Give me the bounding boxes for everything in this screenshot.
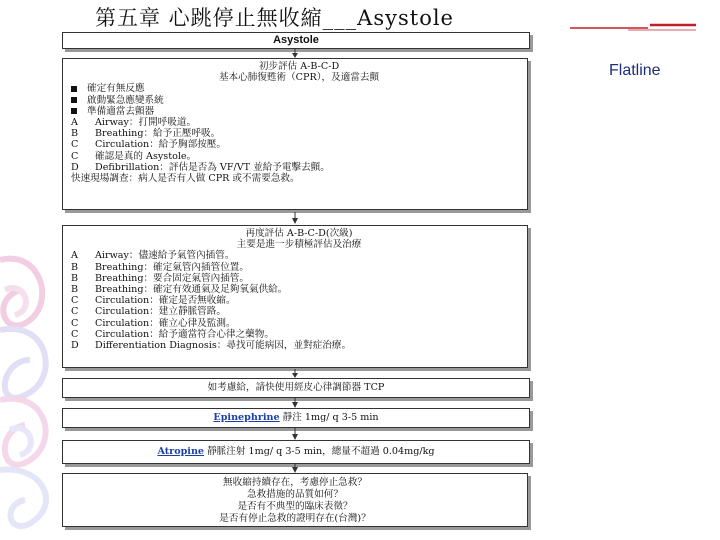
epinephrine-box <box>62 408 530 428</box>
bullet-icon <box>71 108 77 114</box>
primary-footer: 快速現場調查：病人是否有人做 CPR 或不需要急救。 <box>71 173 300 185</box>
primary-item: D Defibrillation：評估是否為 VF/VT 並給予電擊去顫。 <box>71 161 330 173</box>
termination-line: 無收縮持續存在，考慮停止急救？ <box>223 477 367 488</box>
tcp-text: 如考慮給，請快使用經皮心律調節器 TCP <box>207 382 385 393</box>
epinephrine-dose: 靜注 1mg/ q 3-5 min <box>279 412 379 423</box>
flow-arrow <box>291 463 299 473</box>
primary-item: B Breathing：給予正壓呼吸。 <box>71 128 221 140</box>
atropine-dose: 靜脈注射 1mg/ q 3-5 min，總量不超過 0.04mg/kg <box>204 446 435 457</box>
decorative-swirl-background <box>0 0 70 540</box>
secondary-item: B Breathing：確定有效通氣及足夠氧氣供給。 <box>71 284 288 296</box>
flow-arrow <box>291 427 299 440</box>
secondary-survey-box <box>62 225 528 368</box>
side-label: Flatline <box>609 62 661 79</box>
primary-heading: 初步評估 A-B-C-D <box>258 61 340 72</box>
secondary-heading: 再度評估 A-B-C-D(次級) <box>245 228 353 239</box>
flow-arrow <box>291 397 299 408</box>
termination-line: 是否有不典型的臨床表徵？ <box>237 501 353 512</box>
primary-item: C 確認是真的 Asystole。 <box>71 150 197 162</box>
flow-arrow <box>291 369 299 378</box>
bullet-icon <box>71 86 77 92</box>
secondary-item: B Breathing：確定氣管內插管位置。 <box>71 261 249 273</box>
termination-line: 是否有停止急救的證明存在(台灣)？ <box>219 513 371 524</box>
secondary-subheading: 主要是進一步積極評估及治療 <box>236 239 362 251</box>
secondary-item: B Breathing：要合固定氣管內插管。 <box>71 272 249 284</box>
epinephrine-link[interactable]: Epinephrine <box>213 412 280 423</box>
asystole-box <box>62 32 530 49</box>
tcp-box <box>62 378 530 398</box>
asystole-label: Asystole <box>273 34 319 46</box>
termination-box <box>62 473 528 527</box>
secondary-item: C Circulation：建立靜脈管路。 <box>71 306 226 318</box>
flow-arrow <box>291 48 299 58</box>
logo <box>568 20 698 32</box>
primary-item: A Airway：打開呼吸道。 <box>71 117 197 129</box>
primary-bullet: 準備適當去顫器 <box>71 106 527 117</box>
primary-subheading: 基本心肺復甦術（CPR），及適當去顫 <box>218 72 380 84</box>
page-title: 第五章 心跳停止無收縮___Asystole <box>95 6 454 30</box>
termination-line: 急救措施的品質如何？ <box>247 489 343 500</box>
atropine-link[interactable]: Atropine <box>157 446 205 457</box>
flow-arrow <box>291 212 299 224</box>
primary-survey-box <box>62 58 528 210</box>
secondary-item: C Circulation：給予適當符合心律之藥物。 <box>71 328 274 340</box>
secondary-item: C Circulation：確立心律及監測。 <box>71 317 236 329</box>
primary-bullet: 啟動緊急應變系統 <box>71 95 527 106</box>
atropine-box <box>62 440 530 464</box>
primary-bullet: 確定有無反應 <box>71 83 527 94</box>
secondary-item: D Differentiation Diagnosis：尋找可能病因，並對症治療。 <box>71 340 352 352</box>
secondary-item: C Circulation：確定是否無收縮。 <box>71 295 236 307</box>
bullet-icon <box>71 97 77 103</box>
secondary-item: A Airway：儘速給予氣管內插管。 <box>71 250 235 262</box>
primary-item: C Circulation：給予胸部按壓。 <box>71 139 226 151</box>
